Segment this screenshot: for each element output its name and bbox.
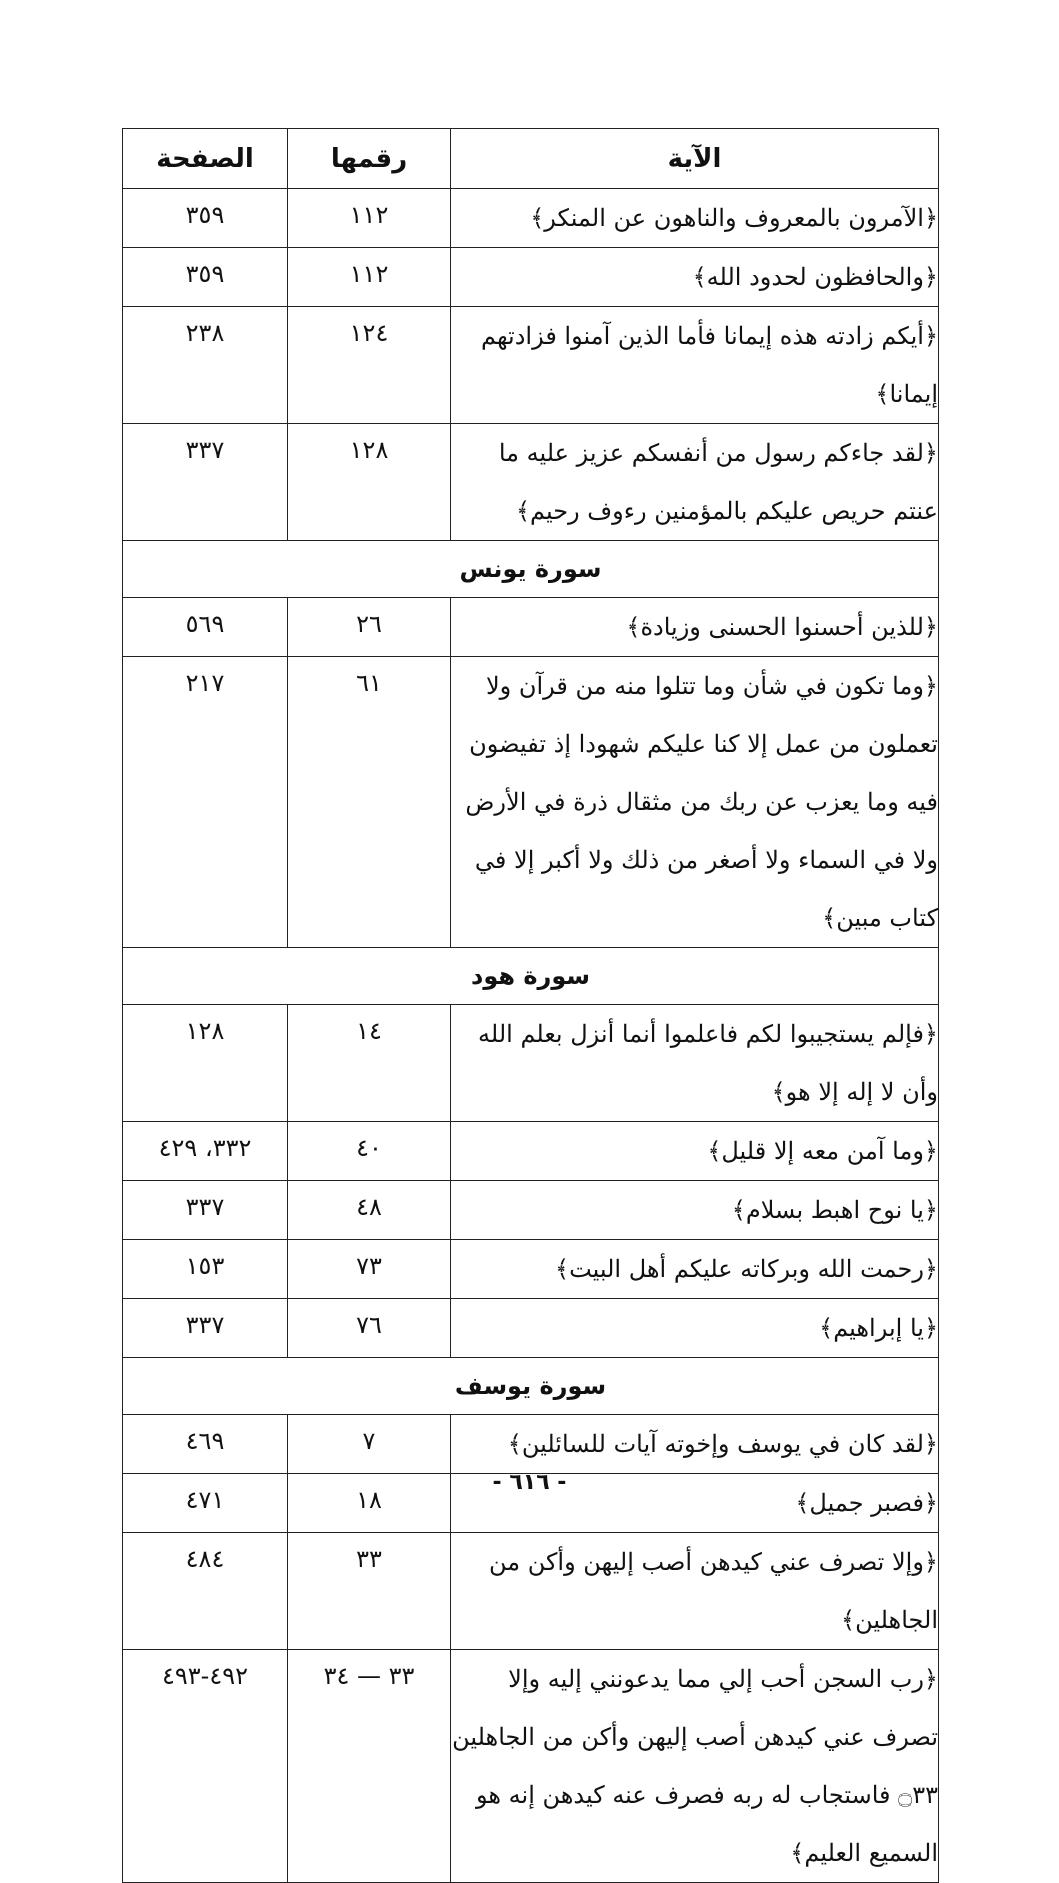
verse-cell: ﴿الآمرون بالمعروف والناهون عن المنكر﴾: [451, 189, 939, 248]
header-number: رقمها: [288, 129, 451, 189]
verse-number-cell: ٦١: [288, 657, 451, 948]
surah-heading-row: [123, 541, 939, 598]
page-ref-cell: ٢١٧: [123, 657, 288, 948]
page-ref-cell: ١٥٣: [123, 1240, 288, 1299]
table-row: [123, 424, 939, 541]
page-ref-cell: ٤٩٢-٤٩٣: [123, 1650, 288, 1883]
verse-cell: ﴿رب السجن أحب إلي مما يدعونني إليه وإلا تصرف عني كيدهن أصب إليهن وأكن من الجاهلين ۝٣٣ فاستجاب له ربه فصرف عنه كيدهن إنه هو السميع العليم﴾: [451, 1650, 939, 1883]
table-row: [123, 1650, 939, 1883]
page-ref-cell: ٣٣٧: [123, 1299, 288, 1358]
verse-number-cell: ٧: [288, 1415, 451, 1474]
verse-number-cell: ١٢٤: [288, 307, 451, 424]
page-ref-cell: ٤٦٩: [123, 1415, 288, 1474]
table-row: [123, 1240, 939, 1299]
verse-number-cell: ٤٠: [288, 1122, 451, 1181]
verse-number-cell: ٣٣: [288, 1533, 451, 1650]
verse-number-cell: ١١٢: [288, 248, 451, 307]
page-ref-cell: ٣٣٧: [123, 424, 288, 541]
verse-index-table: [122, 128, 939, 1883]
verse-cell: ﴿يا نوح اهبط بسلام﴾: [451, 1181, 939, 1240]
verse-cell: ﴿فصبر جميل﴾: [451, 1474, 939, 1533]
header-verse: الآية: [451, 129, 939, 189]
verse-cell: ﴿وإلا تصرف عني كيدهن أصب إليهن وأكن من الجاهلين﴾: [451, 1533, 939, 1650]
surah-heading-row: [123, 948, 939, 1005]
verse-cell: ﴿للذين أحسنوا الحسنى وزيادة﴾: [451, 598, 939, 657]
table-row: [123, 1181, 939, 1240]
table-row: [123, 1299, 939, 1358]
table-row: [123, 598, 939, 657]
verse-number-cell: ٤٨: [288, 1181, 451, 1240]
verse-cell: ﴿رحمت الله وبركاته عليكم أهل البيت﴾: [451, 1240, 939, 1299]
verse-number-cell: ٣٣ — ٣٤: [288, 1650, 451, 1883]
page-ref-cell: ٤٧١: [123, 1474, 288, 1533]
verse-cell: ﴿وما آمن معه إلا قليل﴾: [451, 1122, 939, 1181]
table-header-row: [123, 129, 939, 189]
page-ref-cell: ٢٣٨: [123, 307, 288, 424]
verse-number-cell: ١٤: [288, 1005, 451, 1122]
page-ref-cell: ٣٣٧: [123, 1181, 288, 1240]
page-ref-cell: ٣٥٩: [123, 189, 288, 248]
surah-title: سورة هود: [123, 948, 939, 1005]
page-ref-cell: ٣٣٢، ٤٢٩: [123, 1122, 288, 1181]
verse-number-cell: ٧٦: [288, 1299, 451, 1358]
surah-title: سورة يونس: [123, 541, 939, 598]
table-row: [123, 189, 939, 248]
table-row: [123, 307, 939, 424]
page-ref-cell: ٤٨٤: [123, 1533, 288, 1650]
verse-cell: ﴿يا إبراهيم﴾: [451, 1299, 939, 1358]
page-ref-cell: ١٢٨: [123, 1005, 288, 1122]
table-row: [123, 657, 939, 948]
verse-number-cell: ٢٦: [288, 598, 451, 657]
verse-cell: ﴿لقد جاءكم رسول من أنفسكم عزيز عليه ما عنتم حريص عليكم بالمؤمنين رءوف رحيم﴾: [451, 424, 939, 541]
verse-number-cell: ١١٢: [288, 189, 451, 248]
verse-number-cell: ١٢٨: [288, 424, 451, 541]
table-row: [123, 1122, 939, 1181]
page-ref-cell: ٣٥٩: [123, 248, 288, 307]
surah-title: سورة يوسف: [123, 1358, 939, 1415]
page-ref-cell: ٥٦٩: [123, 598, 288, 657]
table-row: [123, 248, 939, 307]
surah-heading-row: [123, 1358, 939, 1415]
verse-cell: ﴿وما تكون في شأن وما تتلوا منه من قرآن ولا تعملون من عمل إلا كنا عليكم شهودا إذ تفيضون فيه وما يعزب عن ربك من مثقال ذرة في الأرض ولا في السماء ولا أصغر من ذلك ولا أكبر إلا في كتاب مبين﴾: [451, 657, 939, 948]
verse-number-cell: ١٨: [288, 1474, 451, 1533]
table-row: [123, 1005, 939, 1122]
header-page: الصفحة: [123, 129, 288, 189]
table-row: [123, 1415, 939, 1474]
verse-cell: ﴿لقد كان في يوسف وإخوته آيات للسائلين﴾: [451, 1415, 939, 1474]
table-row: [123, 1533, 939, 1650]
page-number: - ٦١٦ -: [492, 1470, 567, 1495]
verse-cell: ﴿والحافظون لحدود الله﴾: [451, 248, 939, 307]
verse-number-cell: ٧٣: [288, 1240, 451, 1299]
verse-cell: ﴿أيكم زادته هذه إيمانا فأما الذين آمنوا فزادتهم إيمانا﴾: [451, 307, 939, 424]
verse-cell: ﴿فإلم يستجيبوا لكم فاعلموا أنما أنزل بعلم الله وأن لا إله إلا هو﴾: [451, 1005, 939, 1122]
